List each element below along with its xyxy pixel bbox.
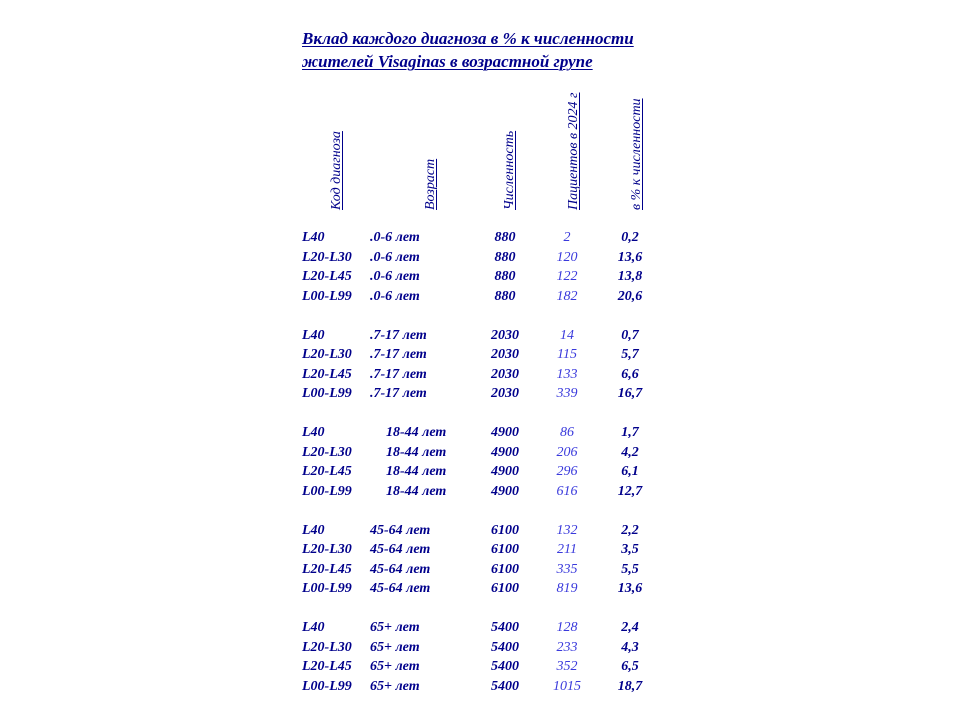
age-group: .0-6 лет xyxy=(370,230,420,245)
population-value: 2030 xyxy=(491,366,519,382)
population-value: 2030 xyxy=(491,347,519,362)
table-row xyxy=(0,482,960,501)
age-group: 18-44 лет xyxy=(386,444,447,460)
age-group: .7-17 лет xyxy=(370,366,427,382)
table-row xyxy=(0,326,960,345)
percent-value: 3,5 xyxy=(621,542,639,557)
population-value: 5400 xyxy=(491,678,519,694)
age-group: .0-6 лет xyxy=(370,288,420,304)
percent-value: 13,6 xyxy=(617,249,643,265)
age-group: 18-44 лет xyxy=(386,425,447,440)
patients-count: 1015 xyxy=(553,678,581,694)
age-group: 18-44 лет xyxy=(386,483,447,499)
percent-value: 5,5 xyxy=(621,561,639,577)
population-value: 880 xyxy=(494,249,516,265)
table-row xyxy=(0,618,960,637)
patients-count: 2 xyxy=(563,230,571,245)
age-group: 65+ лет xyxy=(370,620,420,635)
population-value: 4900 xyxy=(491,483,519,499)
table-row xyxy=(0,462,960,481)
percent-value: 2,2 xyxy=(621,522,639,538)
patients-count: 14 xyxy=(560,327,574,343)
diagnosis-code: L20-L45 xyxy=(302,464,352,479)
population-value: 5400 xyxy=(491,659,519,674)
age-group: .0-6 лет xyxy=(370,249,420,265)
age-group: .7-17 лет xyxy=(370,386,427,401)
percent-value: 13,8 xyxy=(617,269,643,284)
percent-value: 13,6 xyxy=(617,581,643,596)
age-group: 65+ лет xyxy=(370,678,420,694)
population-value: 880 xyxy=(494,288,516,304)
age-group: 18-44 лет xyxy=(386,464,447,479)
table-row xyxy=(0,560,960,579)
table-row xyxy=(0,579,960,598)
diagnosis-code: L40 xyxy=(302,522,325,538)
column-header-patients: Пациентов в 2024 г xyxy=(566,92,581,210)
diagnosis-code: L40 xyxy=(302,327,325,343)
patients-count: 211 xyxy=(557,542,577,557)
table-row xyxy=(0,443,960,462)
age-group: .7-17 лет xyxy=(370,327,427,343)
age-group: 45-64 лет xyxy=(370,561,431,577)
percent-value: 2,4 xyxy=(621,620,639,635)
age-group: 65+ лет xyxy=(370,659,420,674)
population-value: 5400 xyxy=(491,639,519,655)
patients-count: 819 xyxy=(556,581,578,596)
diagnosis-code: L40 xyxy=(302,230,325,245)
percent-value: 18,7 xyxy=(617,678,643,694)
population-value: 880 xyxy=(494,269,516,284)
patients-count: 352 xyxy=(556,659,578,674)
percent-value: 4,2 xyxy=(621,444,639,460)
title-line-1: Вклад каждого диагноза в % к численности xyxy=(302,29,634,48)
patients-count: 296 xyxy=(556,464,578,479)
column-header-age: Возраст xyxy=(423,158,438,210)
population-value: 6100 xyxy=(491,581,519,596)
table-row xyxy=(0,540,960,559)
diagnosis-code: L20-L45 xyxy=(302,659,352,674)
diagnosis-code: L40 xyxy=(302,425,325,440)
diagnosis-code: L20-L45 xyxy=(302,366,352,382)
percent-value: 20,6 xyxy=(617,288,643,304)
patients-count: 339 xyxy=(556,386,578,401)
percent-value: 1,7 xyxy=(621,425,639,440)
table-row xyxy=(0,677,960,696)
percent-value: 16,7 xyxy=(617,386,643,401)
patients-count: 132 xyxy=(556,522,578,538)
age-group: 45-64 лет xyxy=(370,542,431,557)
table-row xyxy=(0,638,960,657)
diagnosis-code: L00-L99 xyxy=(302,678,352,694)
diagnosis-code: L20-L30 xyxy=(302,249,352,265)
age-group: 65+ лет xyxy=(370,639,420,655)
patients-count: 233 xyxy=(556,639,578,655)
population-value: 6100 xyxy=(491,522,519,538)
document-title xyxy=(302,27,762,73)
percent-value: 6,5 xyxy=(621,659,639,674)
patients-count: 128 xyxy=(556,620,578,635)
age-group: .0-6 лет xyxy=(370,269,420,284)
diagnosis-code: L00-L99 xyxy=(302,386,352,401)
diagnosis-code: L20-L30 xyxy=(302,639,352,655)
diagnosis-code: L00-L99 xyxy=(302,483,352,499)
percent-value: 12,7 xyxy=(617,483,643,499)
diagnosis-code: L20-L30 xyxy=(302,347,352,362)
diagnosis-code: L20-L30 xyxy=(302,444,352,460)
population-value: 2030 xyxy=(491,327,519,343)
percent-value: 0,2 xyxy=(621,230,639,245)
title-line-2: жителей Visaginas в возрастной групе xyxy=(302,52,593,71)
patients-count: 206 xyxy=(556,444,578,460)
age-group: 45-64 лет xyxy=(370,581,431,596)
population-value: 4900 xyxy=(491,444,519,460)
table-row xyxy=(0,228,960,247)
patients-count: 182 xyxy=(556,288,578,304)
percent-value: 6,1 xyxy=(621,464,639,479)
table-row xyxy=(0,657,960,676)
patients-count: 335 xyxy=(556,561,578,577)
patients-count: 122 xyxy=(556,269,578,284)
table-row xyxy=(0,287,960,306)
percent-value: 4,3 xyxy=(621,639,639,655)
diagnosis-code: L00-L99 xyxy=(302,288,352,304)
patients-count: 86 xyxy=(560,425,574,440)
diagnosis-code: L40 xyxy=(302,620,325,635)
table-row xyxy=(0,267,960,286)
population-value: 6100 xyxy=(491,561,519,577)
patients-count: 133 xyxy=(556,366,578,382)
population-value: 6100 xyxy=(491,542,519,557)
age-group: .7-17 лет xyxy=(370,347,427,362)
percent-value: 6,6 xyxy=(621,366,639,382)
patients-count: 616 xyxy=(556,483,578,499)
patients-count: 120 xyxy=(556,249,578,265)
population-value: 2030 xyxy=(491,386,519,401)
table-row xyxy=(0,521,960,540)
patients-count: 115 xyxy=(557,347,577,362)
percent-value: 5,7 xyxy=(621,347,639,362)
column-header-code: Код диагноза xyxy=(329,131,344,210)
age-group: 45-64 лет xyxy=(370,522,431,538)
column-header-population: Численность xyxy=(502,130,517,210)
diagnosis-code: L20-L45 xyxy=(302,561,352,577)
table-row xyxy=(0,365,960,384)
population-value: 5400 xyxy=(491,620,519,635)
column-header-percent: в % к численности xyxy=(629,98,644,210)
population-value: 880 xyxy=(494,230,516,245)
percent-value: 0,7 xyxy=(621,327,639,343)
diagnosis-code: L20-L45 xyxy=(302,269,352,284)
diagnosis-code: L00-L99 xyxy=(302,581,352,596)
table-row xyxy=(0,248,960,267)
diagnosis-code: L20-L30 xyxy=(302,542,352,557)
table-row xyxy=(0,384,960,403)
population-value: 4900 xyxy=(491,425,519,440)
table-row xyxy=(0,345,960,364)
table-row xyxy=(0,423,960,442)
population-value: 4900 xyxy=(491,464,519,479)
